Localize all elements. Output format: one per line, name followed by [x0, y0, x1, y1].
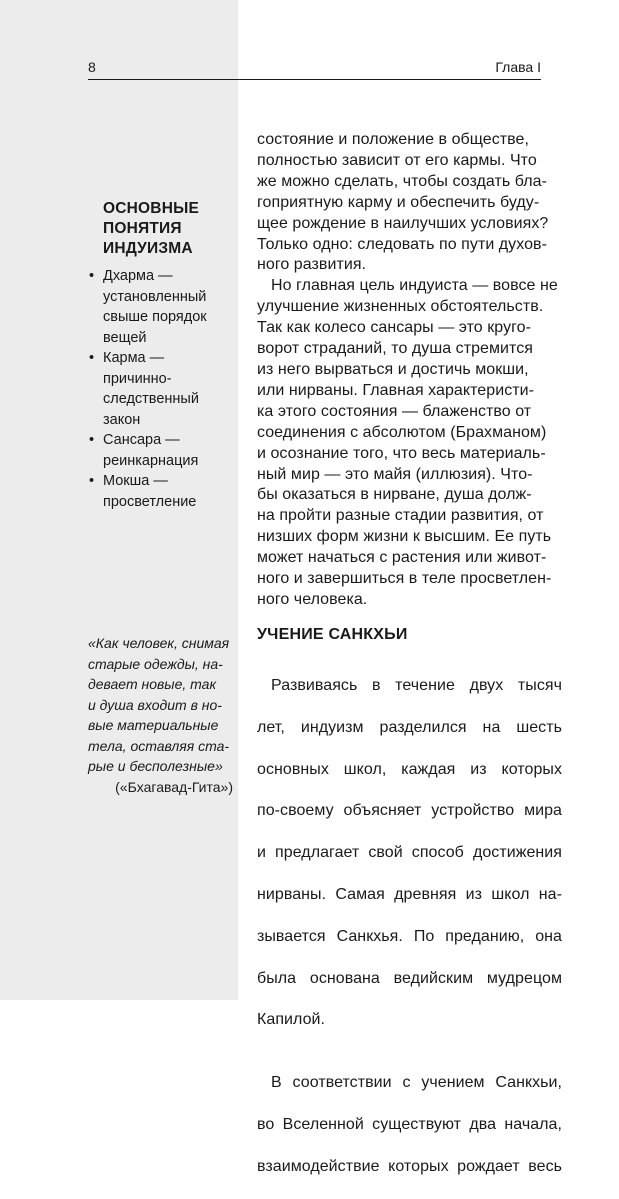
paragraph — [257, 1052, 562, 1198]
main-text-top — [257, 130, 562, 611]
chapter-title: Глава I — [495, 59, 541, 75]
list-item: • Дхарма — установленный свыше порядок вещей — [88, 266, 238, 348]
concepts-list — [88, 266, 238, 512]
paragraph: Но главная цель индуиста — вовсе не улучшение жизненных обстоятельств. Так как колесо сансары — это круго- ворот страданий, то душа стремится из него вырваться и достичь мокши, или нирваны. Главная характеристи- ка этого состояния — блаженство от соединения с абсолютом (Брахманом) и осознание того, что весь материаль- ный мир — это майя (иллюзия). Что- бы оказаться в нирване, душа долж- на пройти разные стадии развития, от низших форм жизни к высшим. Ее путь может начаться с растения или живот- ного и завершиться в теле просветлен- ного человека. — [257, 277, 558, 608]
text-line: Капилой. — [257, 1011, 326, 1029]
main-text-bottom — [257, 655, 562, 1199]
text-line: и предлагает свой способ достижения — [257, 844, 562, 862]
text-line: лет, индуизм разделился на шесть — [257, 718, 562, 736]
list-item: • Карма — причинно- следственный закон — [88, 348, 238, 430]
section-heading: УЧЕНИЕ САНКХЬИ — [257, 626, 408, 643]
concepts-heading: ОСНОВНЫЕ ПОНЯТИЯ ИНДУИЗМА — [103, 200, 200, 257]
text-line: нирваны. Самая древняя из школ на- — [257, 885, 562, 903]
text-line: Развиваясь в течение двух тысяч — [271, 676, 562, 694]
text-line: во Вселенной существуют два начала, — [257, 1115, 562, 1133]
text-line: по-своему объясняет устройство мира — [257, 802, 562, 820]
text-line: зывается Санкхья. По преданию, она — [257, 927, 562, 945]
list-item: • Сансара — реинкарнация — [88, 430, 238, 471]
text-line: основных школ, каждая из которых — [257, 760, 562, 778]
text-line: В соответствии с учением Санкхьи, — [271, 1074, 562, 1092]
sidebar-quote: «Как человек, снимая старые одежды, на- девает новые, так и душа входит в но- вые материальные тела, оставляя ста- рые и бесполезные» — [88, 635, 230, 774]
text-line: была основана ведийским мудрецом — [257, 969, 562, 987]
paragraph — [257, 655, 562, 1052]
quote-source: («Бхагавад-Гита») — [115, 779, 233, 795]
header-rule — [88, 79, 541, 80]
list-item: • Мокша — просветление — [88, 471, 238, 512]
page-number: 8 — [88, 59, 96, 75]
paragraph: состояние и положение в обществе, полностью зависит от его кармы. Что же можно сделать, чтобы создать бла- гоприятную карму и обеспечить буду- щее рождение в наилучших условиях? Только одно: следовать по пути духов- ного развития. — [257, 131, 549, 274]
text-line: взаимодействие которых рождает весь — [257, 1157, 562, 1175]
